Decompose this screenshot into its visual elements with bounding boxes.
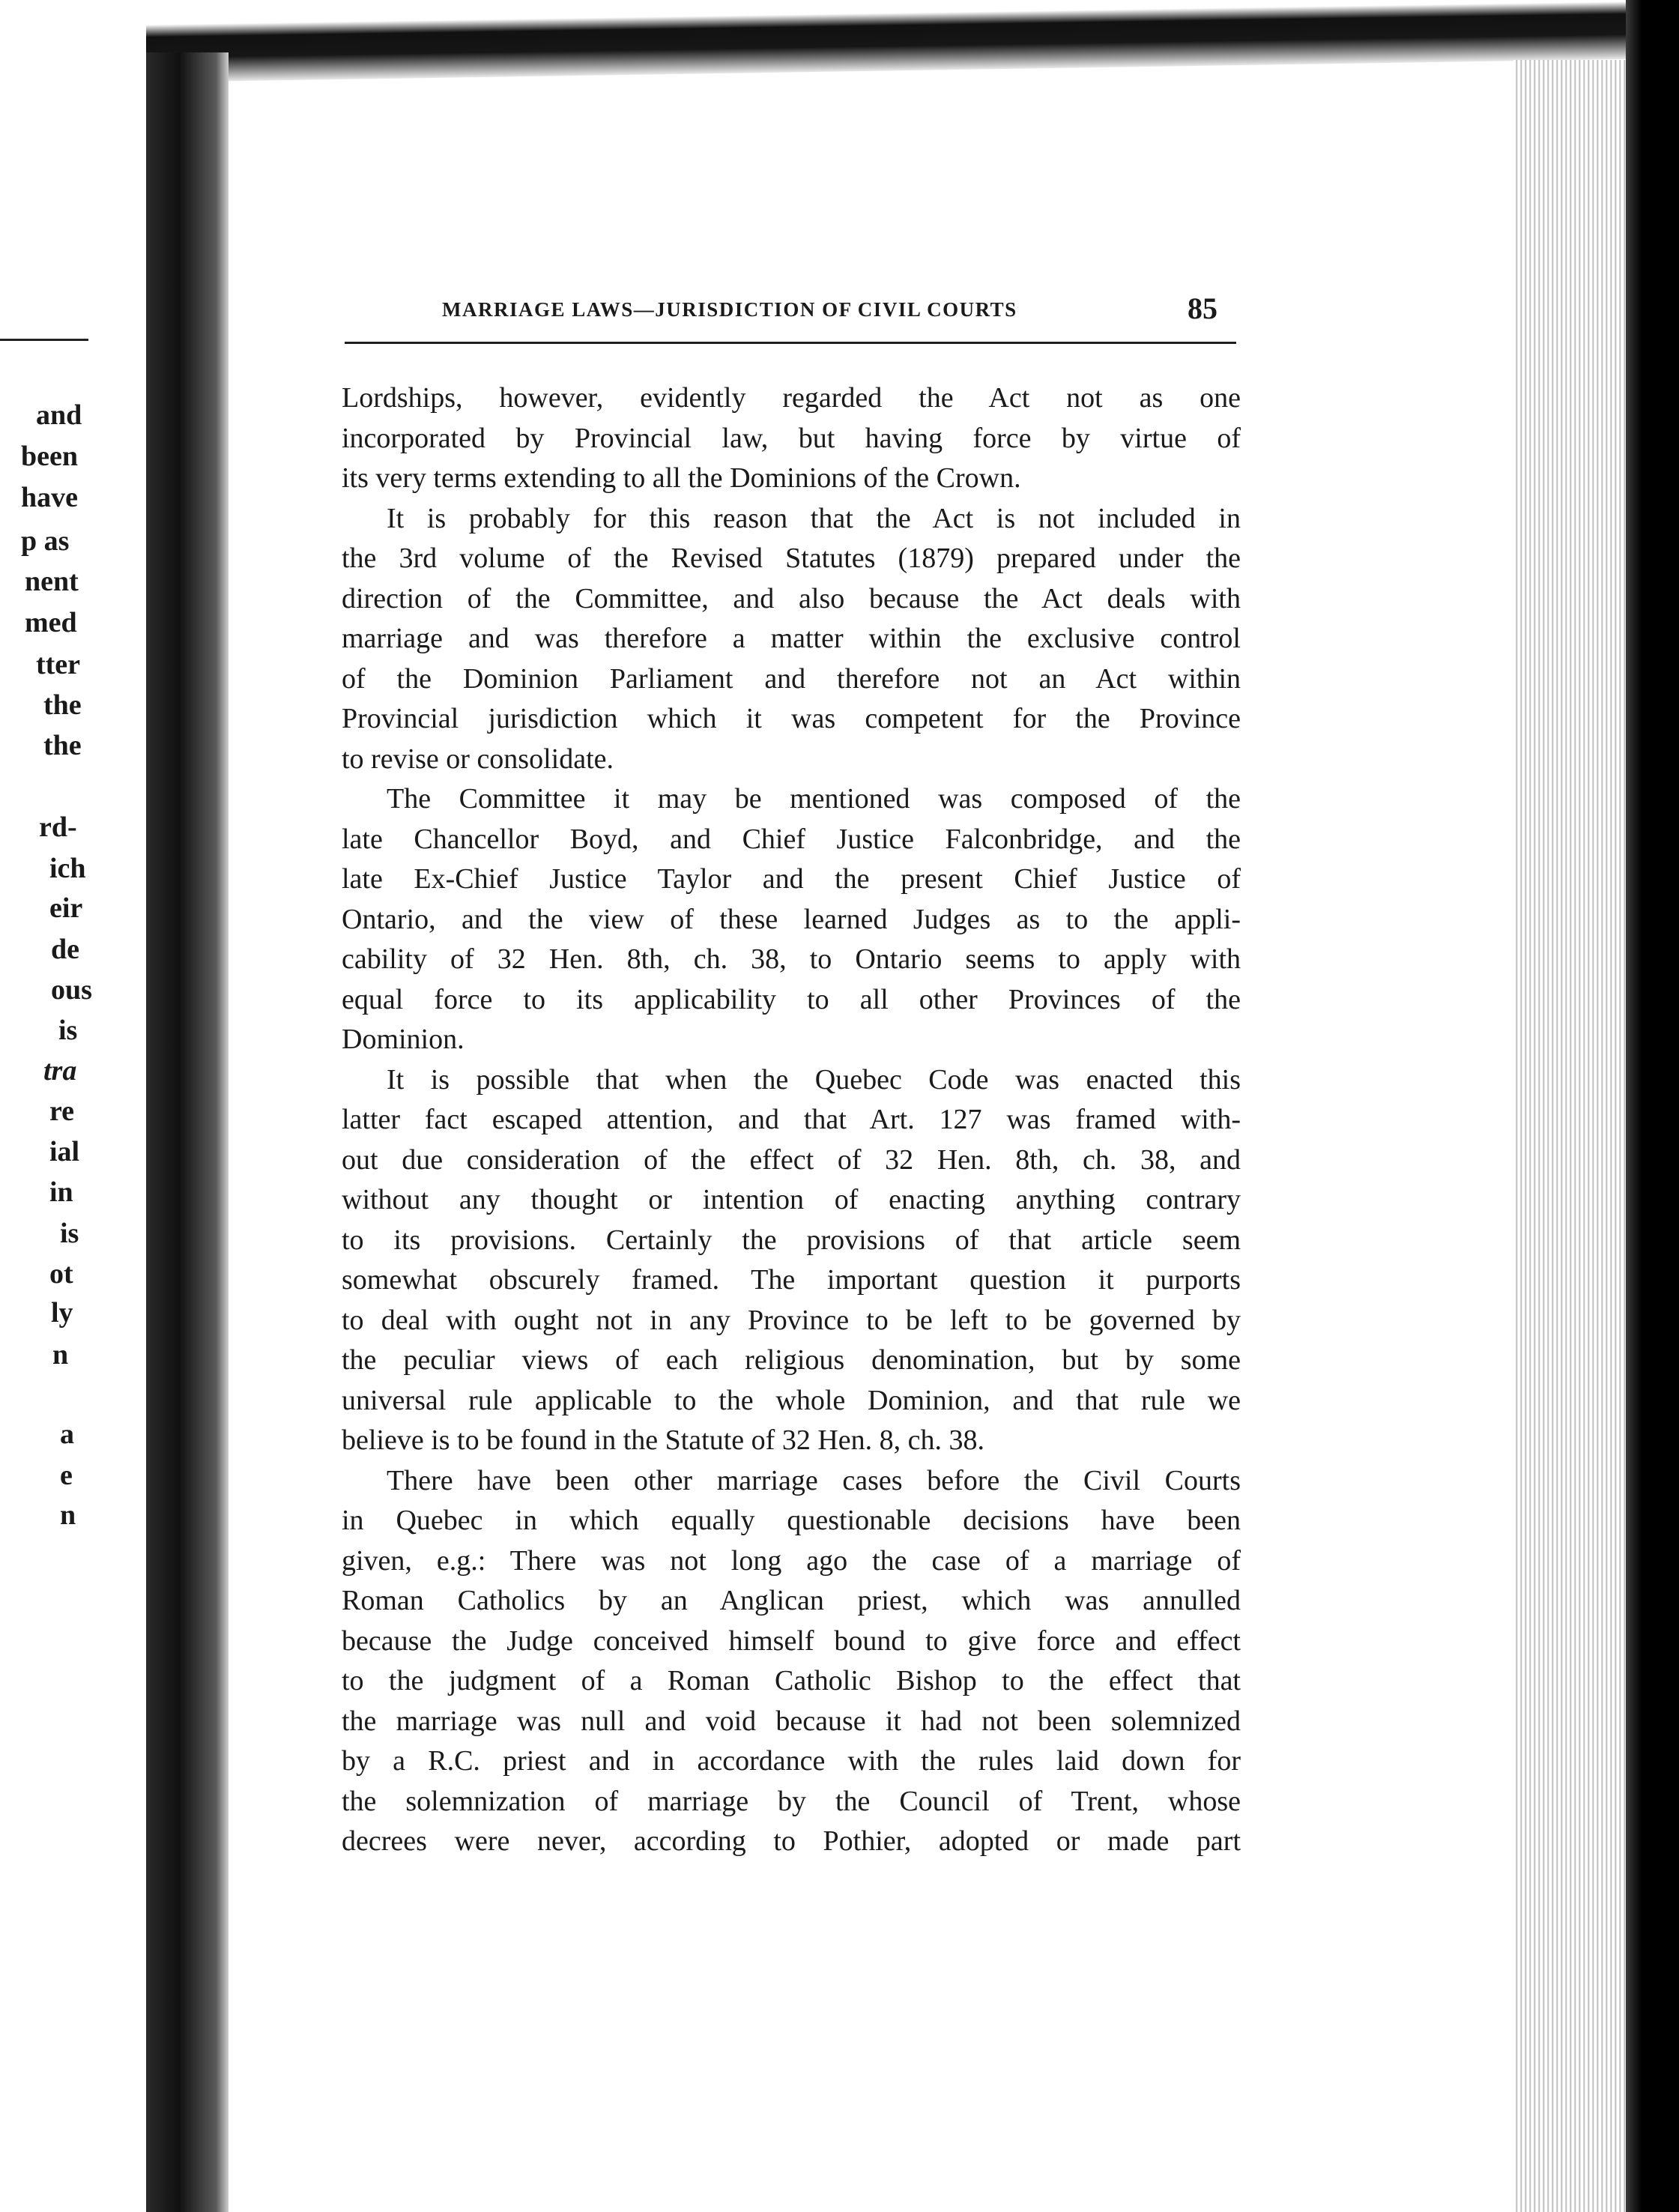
running-head: MARRIAGE LAWS—JURISDICTION OF CIVIL COURTS (442, 298, 1017, 321)
text-line: its very terms extending to all the Dominions of the Crown. (342, 462, 1021, 494)
facing-page-fragment: e (60, 1460, 73, 1491)
text-line: believe is to be found in the Statute of 32 Hen. 8, ch. 38. (342, 1424, 984, 1456)
facing-page-fragment: ial (49, 1136, 80, 1167)
paragraph (342, 499, 1241, 780)
text-line: cability of 32 Hen. 8th, ch. 38, to Ontario seems to apply with (342, 943, 1241, 975)
text-line: late Ex-Chief Justice Taylor and the present Chief Justice of (342, 863, 1241, 895)
text-line: It is probably for this reason that the Act is not included in (387, 502, 1241, 534)
scan-right-noise (1513, 60, 1626, 2212)
text-line: direction of the Committee, and also because the Act deals with (342, 582, 1241, 614)
text-line: It is possible that when the Quebec Code was enacted this (387, 1063, 1241, 1096)
page-number: 85 (1188, 291, 1217, 325)
facing-page-fragment: is (58, 1015, 78, 1046)
facing-page-fragment: in (49, 1176, 73, 1208)
paragraph (342, 1461, 1241, 1862)
facing-page-rule (0, 339, 88, 341)
text-line: to revise or consolidate. (342, 743, 614, 775)
paragraph (342, 779, 1241, 1060)
text-line: marriage and was therefore a matter within the exclusive control (342, 623, 1241, 654)
facing-page-fragment: ich (49, 853, 86, 884)
facing-page-fragment: rd- (39, 812, 77, 843)
text-line: Roman Catholics by an Anglican priest, which was annulled (342, 1585, 1241, 1616)
text-line: universal rule applicable to the whole Dominion, and that rule we (342, 1384, 1241, 1416)
facing-page-fragment: nent (25, 566, 79, 597)
text-line: the marriage was null and void because it had not been solemnized (342, 1705, 1241, 1737)
text-line: out due consideration of the effect of 32 Hen. 8th, ch. 38, and (342, 1143, 1241, 1176)
facing-page-fragment: n (52, 1339, 69, 1371)
text-line: Ontario, and the view of these learned Judges as to the appli- (342, 903, 1241, 935)
text-line: equal force to its applicability to all other Provinces of the (342, 983, 1241, 1015)
text-line: in Quebec in which equally questionable decisions have been (342, 1505, 1241, 1536)
scan-right-border (1626, 0, 1679, 2212)
facing-page-fragment: p as (21, 525, 70, 557)
scan-top-edge (146, 0, 1679, 82)
text-line: decrees were never, according to Pothier, adopted or made part (342, 1825, 1241, 1857)
paragraph (342, 1060, 1241, 1461)
text-line: the peculiar views of each religious denomination, but by some (342, 1344, 1241, 1376)
facing-page-fragment: is (60, 1218, 79, 1249)
facing-page-fragment: the (43, 689, 82, 721)
text-line: by a R.C. priest and in accordance with the rules laid down for (342, 1745, 1241, 1777)
text-line: latter fact escaped attention, and that Art. 127 was framed with- (342, 1104, 1241, 1135)
text-line: There have been other marriage cases before the Civil Courts (387, 1464, 1241, 1496)
text-line: The Committee it may be mentioned was composed of the (387, 783, 1241, 815)
text-line: Provincial jurisdiction which it was competent for the Province (342, 703, 1241, 734)
facing-page-fragment: and (36, 399, 82, 431)
facing-page-fragment: re (49, 1096, 75, 1127)
facing-page-fragment: have (21, 482, 78, 513)
facing-page-fragment: eir (49, 892, 83, 924)
facing-page-fragment: med (25, 607, 77, 638)
text-line: to deal with ought not in any Province to be left to be governed by (342, 1304, 1241, 1336)
facing-page-fragment: the (43, 730, 82, 761)
facing-page-fragment: tter (36, 649, 81, 680)
text-line: Lordships, however, evidently regarded the Act not as one (342, 382, 1241, 414)
facing-page-fragment: tra (43, 1055, 77, 1087)
text-line: the 3rd volume of the Revised Statutes (1879) prepared under the (342, 543, 1241, 574)
text-line: incorporated by Provincial law, but having force by virtue of (342, 422, 1241, 454)
text-line: to its provisions. Certainly the provisions of that article seem (342, 1224, 1241, 1256)
facing-page-fragment: n (60, 1499, 76, 1531)
book-gutter (146, 52, 229, 2212)
text-line: to the judgment of a Roman Catholic Bishop to the effect that (342, 1665, 1241, 1696)
paragraph (342, 378, 1241, 499)
text-line: late Chancellor Boyd, and Chief Justice Falconbridge, and the (342, 823, 1241, 855)
scan-corner (0, 0, 146, 105)
facing-page-fragment: ot (49, 1258, 73, 1290)
facing-page-fragment: been (21, 441, 78, 472)
facing-page-fragment: ous (51, 974, 92, 1006)
text-line: Dominion. (342, 1024, 465, 1055)
text-line: somewhat obscurely framed. The important question it purports (342, 1264, 1241, 1296)
header-rule (345, 342, 1236, 344)
body-text (342, 378, 1241, 1862)
text-line: without any thought or intention of enacting anything contrary (342, 1184, 1241, 1215)
text-line: given, e.g.: There was not long ago the case of a marriage of (342, 1544, 1241, 1577)
text-line: the solemnization of marriage by the Council of Trent, whose (342, 1785, 1241, 1817)
facing-page-fragment: ly (51, 1297, 73, 1329)
text-line: because the Judge conceived himself bound to give force and effect (342, 1625, 1241, 1657)
text-line: of the Dominion Parliament and therefore not an Act within (342, 662, 1241, 695)
facing-page-fragment: a (60, 1418, 74, 1450)
facing-page-fragment: de (51, 934, 79, 965)
